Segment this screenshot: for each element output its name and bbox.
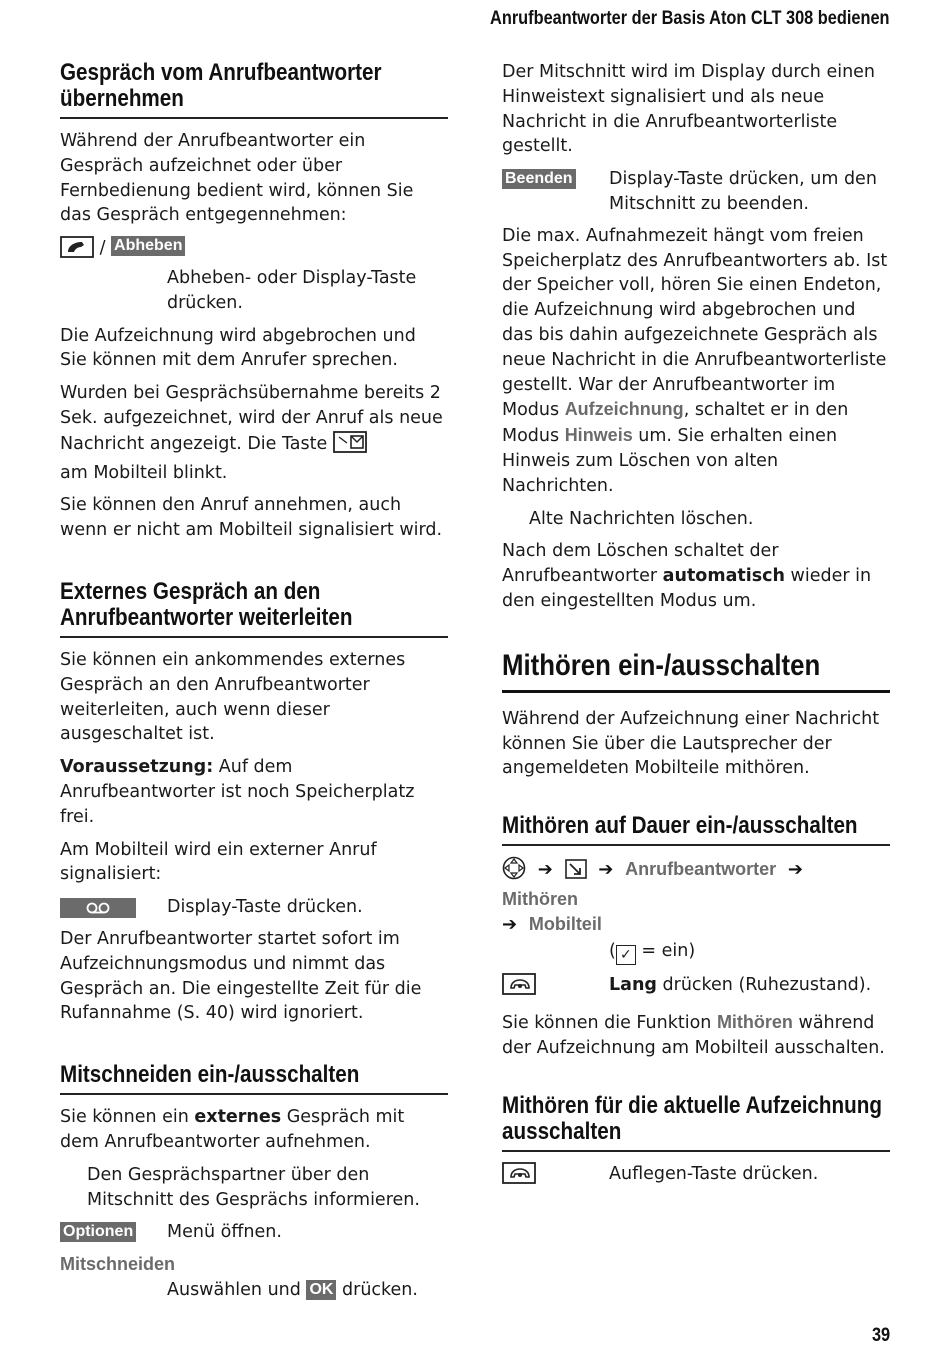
menu-item-mobilteil[interactable]: Mobilteil bbox=[528, 914, 602, 935]
menu-path bbox=[502, 856, 890, 937]
arrow-icon: ➔ bbox=[598, 859, 614, 881]
running-header: Anrufbeantworter der Basis Aton CLT 308 bedienen bbox=[490, 8, 890, 29]
separator: / bbox=[94, 238, 112, 259]
key-row-end-long bbox=[502, 973, 890, 1003]
menu-item-hinweis: Hinweis bbox=[564, 425, 633, 446]
left-column bbox=[60, 60, 448, 1311]
menu-item-anrufbeantworter[interactable]: Anrufbeantworter bbox=[625, 859, 777, 880]
step-text: Display-Taste drücken. bbox=[167, 897, 363, 918]
step-text: Alte Nachrichten löschen. bbox=[529, 508, 754, 529]
paragraph-message-key: Wurden bei Gesprächsübernahme bereits 2 Sek. aufgezeichnet, wird der Anruf als neue Nachricht angezeigt. Die Taste am Mobilteil blinkt. bbox=[60, 383, 443, 483]
paragraph-speicher: Die max. Aufnahmezeit hängt vom freien Speicherplatz des Anrufbeantworters ab. Ist der Speicher voll, hören Sie einen Endeton, die Aufzeichnung wird abgebrochen und das bis dahin aufgezeichnete Gespräch als neue Nachricht in die Anrufbeantworterliste gestellt. War der Anrufbeantworter im Modus Aufzeichnung, schaltet er in den Modus Hinweis um. Sie erhalten einen Hinweis zum Löschen von alten Nachrichten. bbox=[502, 225, 888, 496]
menu-item-aufzeichnung: Aufzeichnung bbox=[564, 399, 684, 420]
key-row-beenden bbox=[502, 167, 890, 217]
key-row-abheben bbox=[60, 236, 448, 266]
paragraph-automatisch: Nach dem Löschen schaltet der Anrufbeantworter automatisch wieder in den eingestellten Modus um. bbox=[502, 541, 872, 611]
talk-key-icon bbox=[60, 236, 94, 266]
menu-item-mithoeren-inline: Mithören bbox=[716, 1011, 793, 1032]
arrow-icon: ➔ bbox=[502, 914, 518, 936]
paragraph: Während der Anrufbeantworter ein Gespräch aufzeichnet oder über Fernbedienung bedient wird, können Sie das Gespräch entgegennehmen: bbox=[60, 131, 414, 226]
checkbox-legend: ( ✓ = ein) bbox=[609, 941, 696, 964]
paragraph: Die Aufzeichnung wird abgebrochen und Sie können mit dem Anrufer sprechen. bbox=[60, 325, 416, 371]
key-row-answering-machine bbox=[60, 895, 448, 920]
paragraph: Am Mobilteil wird ein externer Anruf signalisiert: bbox=[60, 839, 377, 885]
step-text: Abheben- oder Display-Taste drücken. bbox=[167, 267, 417, 313]
heading-mitschneiden: Mitschneiden ein-/ausschalten bbox=[60, 1062, 448, 1095]
heading-mithoeren-aktuell: Mithören für die aktuelle Aufzeichnung ausschalten bbox=[502, 1093, 890, 1152]
optionen-softkey[interactable]: Optionen bbox=[60, 1222, 136, 1242]
heading-externes-gespraech: Externes Gespräch an den Anrufbeantworter weiterleiten bbox=[60, 579, 448, 638]
answering-machine-key-icon[interactable] bbox=[60, 898, 136, 918]
abheben-softkey[interactable]: Abheben bbox=[111, 236, 185, 256]
paragraph: Während der Aufzeichnung einer Nachricht können Sie über die Lautsprecher der angemeldeten Mobilteile mithören. bbox=[502, 708, 880, 779]
page-number: 39 bbox=[871, 1325, 890, 1346]
key-row-auflegen bbox=[502, 1162, 890, 1192]
step-text-ok: Auswählen und OK drücken. bbox=[167, 1280, 418, 1301]
arrow-icon: ➔ bbox=[537, 859, 553, 881]
step-text: Menü öffnen. bbox=[167, 1222, 282, 1243]
navigation-key-icon[interactable] bbox=[502, 856, 526, 887]
key-row-optionen bbox=[60, 1220, 448, 1245]
step-text: Display-Taste drücken, um den Mitschnitt zu beenden. bbox=[609, 169, 877, 214]
arrow-icon: ➔ bbox=[787, 859, 803, 881]
menu-item-mithoeren[interactable]: Mithören bbox=[502, 889, 578, 910]
ok-softkey[interactable]: OK bbox=[306, 1280, 336, 1300]
paragraph: Sie können ein ankommendes externes Gespräch an den Anrufbeantworter weiterleiten, auch wenn dieser ausgeschaltet ist. bbox=[60, 649, 406, 745]
menu-item-mitschneiden[interactable]: Mitschneiden bbox=[60, 1254, 176, 1275]
paragraph: Sie können den Anruf annehmen, auch wenn er nicht am Mobilteil signalisiert wird. bbox=[60, 495, 443, 541]
end-call-key-icon[interactable] bbox=[502, 973, 536, 1003]
step-text: Lang drücken (Ruhezustand). bbox=[609, 975, 872, 996]
heading-mithoeren: Mithören ein-/ausschalten bbox=[502, 648, 890, 693]
step-text: Auflegen-Taste drücken. bbox=[609, 1163, 819, 1184]
paragraph-voraussetzung: Voraussetzung: Auf dem Anrufbeantworter ist noch Speicherplatz frei. bbox=[60, 757, 415, 827]
heading-mithoeren-dauer: Mithören auf Dauer ein-/ausschalten bbox=[502, 813, 890, 846]
checkbox-icon: ✓ bbox=[616, 945, 636, 965]
paragraph: Der Mitschnitt wird im Display durch einen Hinweistext signalisiert und als neue Nachricht in die Anrufbeantworterliste gestellt. bbox=[502, 62, 876, 157]
paragraph-mithoeren: Sie können die Funktion Mithören während der Aufzeichnung am Mobilteil ausschalten. bbox=[502, 1011, 885, 1058]
answering-machine-menu-icon[interactable] bbox=[565, 859, 587, 886]
heading-gespraech-uebernehmen: Gespräch vom Anrufbeantworter übernehmen bbox=[60, 60, 448, 119]
beenden-softkey[interactable]: Beenden bbox=[502, 169, 576, 189]
paragraph: Der Anrufbeantworter startet sofort im Aufzeichnungsmodus und nimmt das Gespräch an. Die eingestellte Zeit für die Rufannahme (S. 40) wird ignoriert. bbox=[60, 928, 422, 1024]
step-text: Den Gesprächspartner über den Mitschnitt des Gesprächs informieren. bbox=[87, 1164, 420, 1210]
message-key-icon bbox=[333, 431, 367, 461]
paragraph-externes: Sie können ein externes Gespräch mit dem Anrufbeantworter aufnehmen. bbox=[60, 1107, 405, 1152]
end-call-key-icon[interactable] bbox=[502, 1162, 536, 1192]
right-column bbox=[502, 60, 890, 1198]
